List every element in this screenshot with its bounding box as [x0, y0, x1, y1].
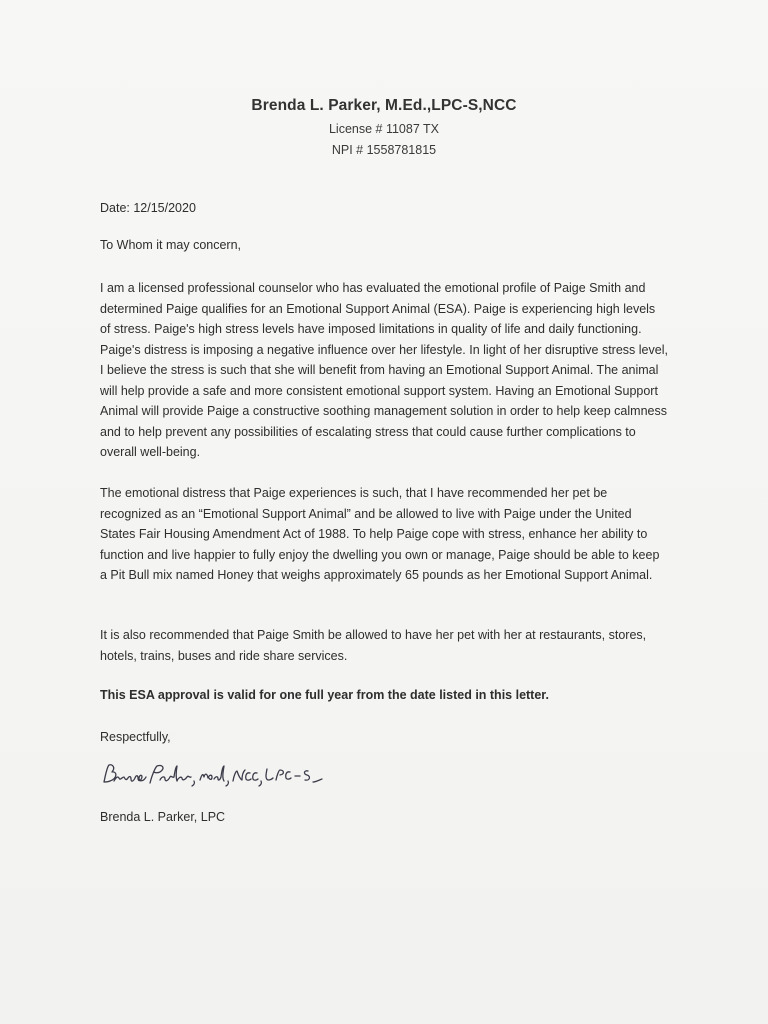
salutation: To Whom it may concern,: [100, 238, 242, 252]
body-paragraph-1: I am a licensed professional counselor who has evaluated the emotional profile of Paige Smith and determined Paige qualifies for an Emotional Support Animal (ESA). Paige is experiencing high levels of stress. Paige's high stress levels have imposed limitations in quality of life and daily functioning. Paige's distress is imposing a negative influence over her lifestyle. In light of her disruptive stress level, I believe the stress is such that she will benefit from having an Emotional Support Animal. The animal will help provide a safe and more consistent emotional support system. Having an Emotional Support Animal will provide Paige a constructive soothing management solution in order to help keep calmness and to help prevent any possibilities of escalating stress that could cause further complications to overall well-being.: [100, 281, 668, 459]
body-paragraph-2: The emotional distress that Paige experiences is such, that I have recommended her pet be recognized as an “Emotional Support Animal” and be allowed to live with Paige under the United States Fair Housing Amendment Act of 1988. To help Paige cope with stress, enhance her ability to function and live happier to fully enjoy the dwelling you own or manage, Paige should be able to keep a Pit Bull mix named Honey that weighs approximately 65 pounds as her Emotional Support Animal.: [100, 486, 660, 582]
closing: Respectfully,: [100, 730, 171, 744]
npi-number: NPI # 1558781815: [331, 143, 437, 157]
validity-note: This ESA approval is valid for one full year from the date listed in this letter.: [100, 688, 549, 702]
letter-date: Date: 12/15/2020: [100, 201, 196, 215]
body-paragraph-3: It is also recommended that Paige Smith be allowed to have her pet with her at restaurants, stores, hotels, trains, buses and ride share services.: [100, 628, 647, 663]
letterhead-name: Brenda L. Parker, M.Ed.,LPC-S,NCC: [251, 97, 517, 114]
signer-name: Brenda L. Parker, LPC: [100, 810, 226, 824]
handwritten-signature: [100, 760, 330, 794]
license-number: License # 11087 TX: [328, 122, 440, 136]
